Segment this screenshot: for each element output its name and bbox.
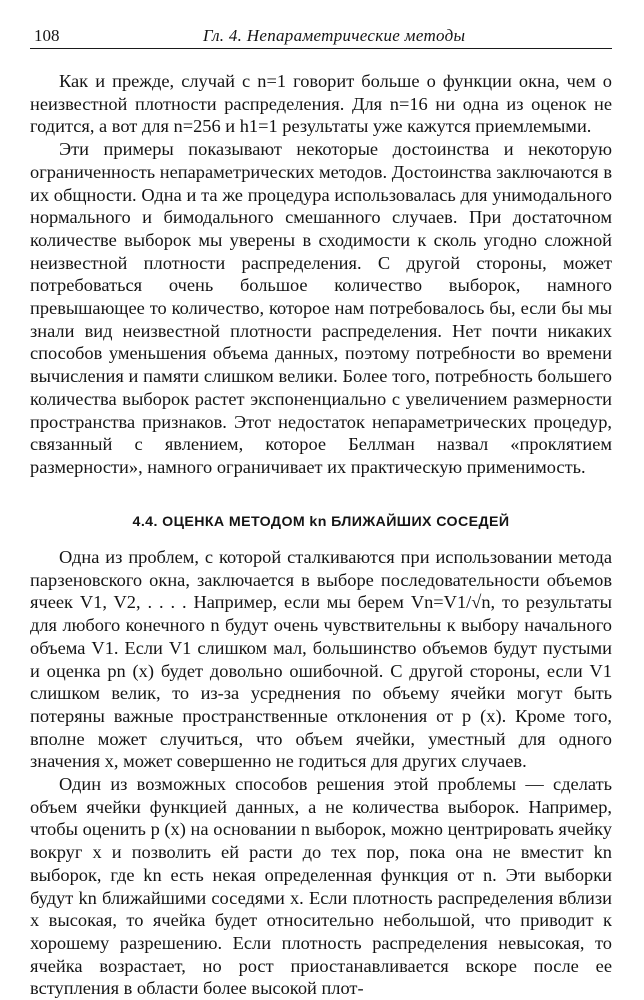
header-rule: [30, 48, 612, 49]
section-heading: 4.4. ОЦЕНКА МЕТОДОМ kn БЛИЖАЙШИХ СОСЕДЕЙ: [132, 514, 510, 530]
running-head: [30, 24, 614, 46]
paragraph-4: Один из возможных способов решения этой проблемы — сделать объем ячейки функцией данных, а не количества выборок. Например, чтобы оценить p (x) на основании n выборок, можно центрировать ячейку вокруг x и позволить ей расти до тех пор, пока она не вместит kn выборок, где kn есть некая определенная функция от n. Эти выборки будут kn ближайшими соседями x. Если плотность распределения вблизи x высокая, то ячейка будет относительно небольшой, что приводит к хорошему разрешению. Если плотность распределения невысокая, то ячейка возрастает, но рост приостанавливается вскоре после ее вступления в области более высокой плот-: [30, 774, 612, 999]
text-block-after-section: [30, 546, 612, 1000]
paragraph-3: Одна из проблем, с которой сталкиваются при использовании метода парзеновского окна, заключается в выборе последовательности объемов ячеек V1, V2, . . . . Например, если мы берем Vn=V1/√n, то результаты для любого конечного n будут очень чувствительны к выбору начального объема V1. Если V1 слишком мал, большинство объемов будут пустыми и оценка pn (x) будет довольно ошибочной. С другой стороны, если V1 слишком велик, то из-за усреднения по объему ячейки могут быть потеряны важные пространственные отклонения от p (x). Кроме того, вполне может случиться, что объем ячейки, уместный для одного значения x, может совершенно не годиться для других случаев.: [30, 547, 612, 772]
page-number: 108: [34, 26, 60, 45]
running-title: Гл. 4. Непараметрические методы: [203, 26, 466, 45]
text-block-before-section: [30, 70, 612, 479]
paragraph-2: Эти примеры показывают некоторые достоинства и некоторую ограниченность непараметрических методов. Достоинства заключаются в их общности. Одна и та же процедура использовалась для унимодального нормального и бимодального смешанного случаев. При достаточном количестве выборок мы уверены в сходимости к сколь угодно сложной неизвестной плотности распределения. С другой стороны, может потребоваться очень большое количество выборок, намного превышающее то количество, которое нам потребовалось бы, если бы мы знали вид неизвестной плотности распределения. Нет почти никаких способов уменьшения объема данных, поэтому потребности во времени вычисления и памяти слишком велики. Более того, потребность большего количества выборок растет экспоненциально с увеличением размерности пространства признаков. Этот недостаток непараметрических процедур, связанный с явлением, которое Беллман назвал «проклятием размерности», намного ограничивает их практическую применимость.: [30, 139, 612, 477]
paragraph-1: Как и прежде, случай с n=1 говорит больше о функции окна, чем о неизвестной плотности распределения. Для n=16 ни одна из оценок не годится, а вот для n=256 и h1=1 результаты уже кажутся приемлемыми.: [30, 71, 612, 137]
